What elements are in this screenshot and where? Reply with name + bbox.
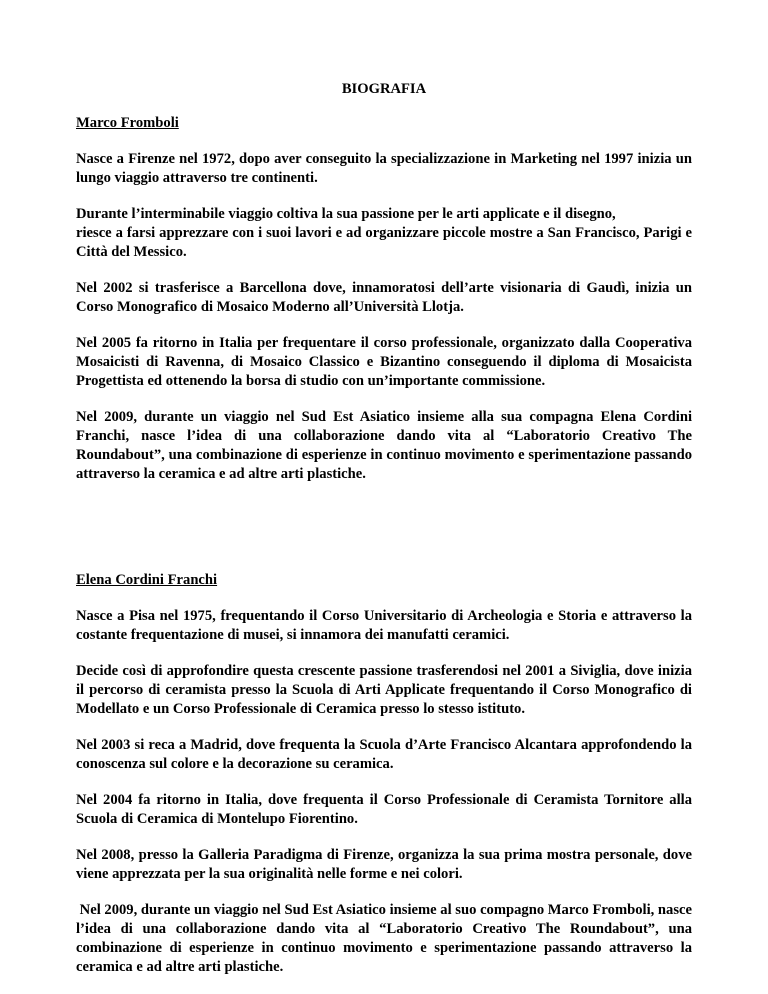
section-spacer [76,501,692,571]
paragraph: Nel 2009, durante un viaggio nel Sud Est Asiatico insieme alla sua compagna Elena Cordini Franchi, nasce l’idea di una collaborazione dando vita al “Laboratorio Creativo The Roundabout”, una combinazione di esperienze in continuo movimento e sperimentazione passando attraverso la ceramica e ad altre arti plastiche. [76,409,692,482]
section-name: Elena Cordini Franchi [76,572,218,588]
paragraph-line: Durante l’interminabile viaggio coltiva la sua passione per le arti applicate e il disegno, [76,206,616,222]
section-elena-cordini-franchi [76,571,696,977]
document-page [76,80,696,994]
paragraph: Nel 2004 fa ritorno in Italia, dove frequenta il Corso Professionale di Ceramista Tornitore alla Scuola di Ceramica di Montelupo Fiorentino. [76,792,692,827]
paragraph: Nel 2008, presso la Galleria Paradigma di Firenze, organizza la sua prima mostra personale, dove viene apprezzata per la sua originalità nelle forme e nei colori. [76,847,692,882]
paragraph: Nel 2003 si reca a Madrid, dove frequenta la Scuola d’Arte Francisco Alcantara approfondendo la conoscenza sul colore e la decorazione su ceramica. [76,737,692,772]
section-name: Marco Fromboli [76,115,179,131]
section-marco-fromboli [76,114,692,484]
spacer [76,262,692,279]
paragraph: Nel 2009, durante un viaggio nel Sud Est Asiatico insieme al suo compagno Marco Fromboli, nasce l’idea di una collaborazione dando vita al “Laboratorio Creativo The Roundabout”, una combinazione di esperienze in continuo movimento e sperimentazione passando attraverso la ceramica e ad altre arti plastiche. [76,902,696,975]
paragraph: Nel 2002 si trasferisce a Barcellona dove, innamoratosi dell’arte visionaria di Gaudì, inizia un Corso Monografico di Mosaico Moderno all’Università Llotja. [76,280,692,315]
paragraph: Nasce a Pisa nel 1975, frequentando il Corso Universitario di Archeologia e Storia e attraverso la costante frequentazione di musei, si innamora dei manufatti ceramici. [76,608,692,643]
paragraph: Nasce a Firenze nel 1972, dopo aver conseguito la specializzazione in Marketing nel 1997 inizia un lungo viaggio attraverso tre continenti. [76,151,692,186]
paragraph: Decide così di approfondire questa crescente passione trasferendosi nel 2001 a Siviglia, dove inizia il percorso di ceramista presso la Scuola di Arti Applicate frequentando il Corso Monografico di Modellato e un Corso Professionale di Ceramica presso lo stesso istituto. [76,663,692,717]
paragraph: Nel 2005 fa ritorno in Italia per frequentare il corso professionale, organizzato dalla Cooperativa Mosaicisti di Ravenna, di Mosaico Classico e Bizantino conseguendo il diploma di Mosaicista Progettista ed ottenendo la borsa di studio con un’importante commissione. [76,335,692,389]
paragraph-group [76,205,692,262]
document-title: BIOGRAFIA [341,81,427,97]
paragraph-line: riesce a farsi apprezzare con i suoi lavori e ad organizzare piccole mostre a San Francisco, Parigi e Città del Messico. [76,225,692,260]
